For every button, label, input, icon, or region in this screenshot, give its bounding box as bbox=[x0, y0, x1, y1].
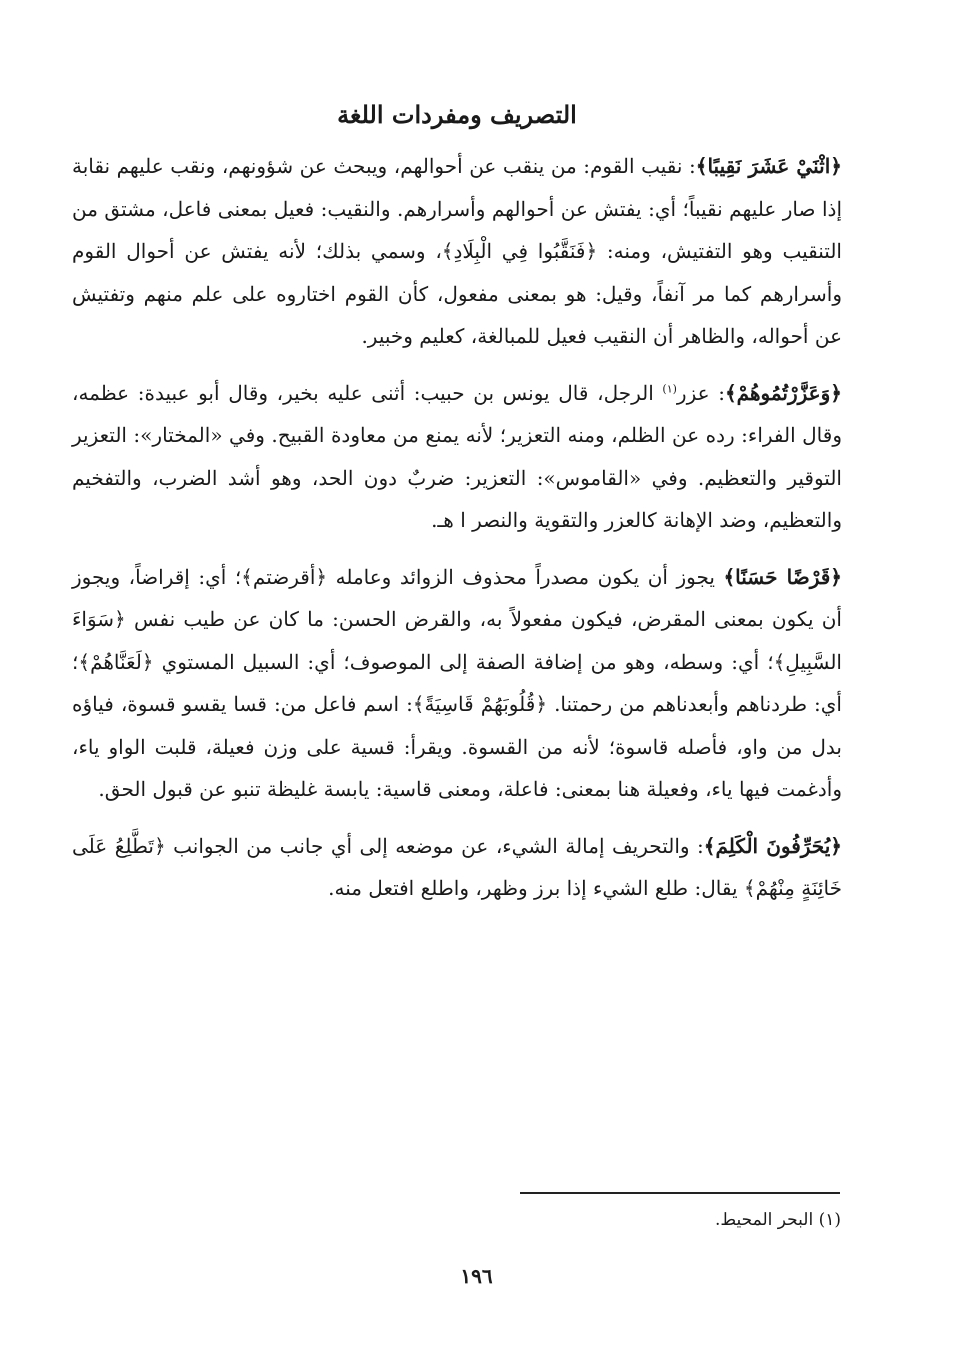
paragraph-text: الرجل، قال يونس بن حبيب: أثنى عليه بخير، وقال أبو عبيدة: عظمه، وقال الفراء: رده عن الظلم، ومنه التعزير؛ لأنه يمنع من معاودة القبيح. وفي «المختار»: التعزير التوقير والتعظيم. وفي «القاموس»: التعزير: ضربٌ دون الحد، وهو أشد الضرب، والتفخيم والتعظيم، وضد الإهانة كالعزر والتقوية والنصر ا هـ. bbox=[72, 380, 842, 532]
paragraph-text: يجوز أن يكون مصدراً محذوف الزوائد وعامله ﴿أقرضتم﴾؛ أي: إقراضاً، ويجوز أن يكون بمعنى المقرض، فيكون مفعولاً به، والقرض الحسن: ما كان عن طيب نفس ﴿سَوَاءَ السَّبِيلِ﴾؛ أي: وسطه، وهو من إضافة الصفة إلى الموصوف؛ أي: السبيل المستوي ﴿لَعَنَّاهُمْ﴾؛ أي: طردناهم وأبعدناهم من رحمتنا. ﴿قُلُوبَهُمْ قَاسِيَةً﴾: اسم فاعل من: قسا يقسو قسوة، فياؤه بدل من واو، فأصله قاسوة؛ لأنه من القسوة. ويقرأ: قسية على وزن فعيلة، قلبت الواو ياء، وأدغمت فيها ياء، وفعيلة هنا بمعنى: فاعلة، ومعنى قاسية: يابسة غليظة تنبو عن قبول الحق. bbox=[72, 564, 842, 801]
paragraph-azzartumuhum bbox=[72, 372, 842, 542]
page-number: ١٩٦ bbox=[460, 1264, 493, 1288]
paragraph-yuharrifun bbox=[72, 825, 842, 910]
paragraph-text: : نقيب القوم: من ينقب عن أحوالهم، ويبحث عن شؤونهم، ونقب عليهم نقابة إذا صار عليهم نقيباً؛ أي: يفتش عن أحوالهم وأسرارهم. والنقيب: فعيل بمعنى فاعل، مشتق من التنقيب وهو التفتيش، ومنه: ﴿فَنَقَّبُوا فِي الْبِلَادِ﴾، وسمي بذلك؛ لأنه يفتش عن أحوال القوم وأسرارهم كما مر آنفاً، وقيل: هو بمعنى مفعول، كأن القوم اختاروه على علم منهم وتفتيش عن أحواله، والظاهر أن النقيب فعيل للمبالغة، كعليم وخبير. bbox=[72, 154, 842, 348]
footnote: (١) البحر المحيط. bbox=[715, 1210, 841, 1230]
paragraph-text: : والتحريف إمالة الشيء، عن موضعه إلى أي جانب من الجوانب ﴿تَطَّلِعُ عَلَى خَائِنَةٍ مِنْهُمْ﴾ يقال: طلع الشيء إذا برز وظهر، واطلع افتعل منه. bbox=[72, 833, 842, 900]
paragraph-qard-hasan bbox=[72, 556, 842, 811]
quran-quote: ﴿وَعَزَّرْتُمُوهُمْ﴾ bbox=[724, 380, 842, 405]
paragraph-text: : عزر bbox=[676, 380, 725, 405]
paragraph-naqib bbox=[72, 145, 842, 358]
footnote-marker[interactable]: (١) bbox=[662, 381, 677, 395]
footnote-divider bbox=[520, 1192, 840, 1194]
quran-quote: ﴿يُحَرِّفُونَ الْكَلِمَ﴾ bbox=[703, 833, 843, 858]
page-title: التصريف ومفردات اللغة bbox=[337, 100, 577, 129]
quran-quote: ﴿قَرْضًا حَسَنًا﴾ bbox=[723, 564, 843, 589]
page-body bbox=[72, 95, 842, 924]
quran-quote: ﴿اثْنَيْ عَشَرَ نَقِيبًا﴾ bbox=[695, 154, 842, 178]
